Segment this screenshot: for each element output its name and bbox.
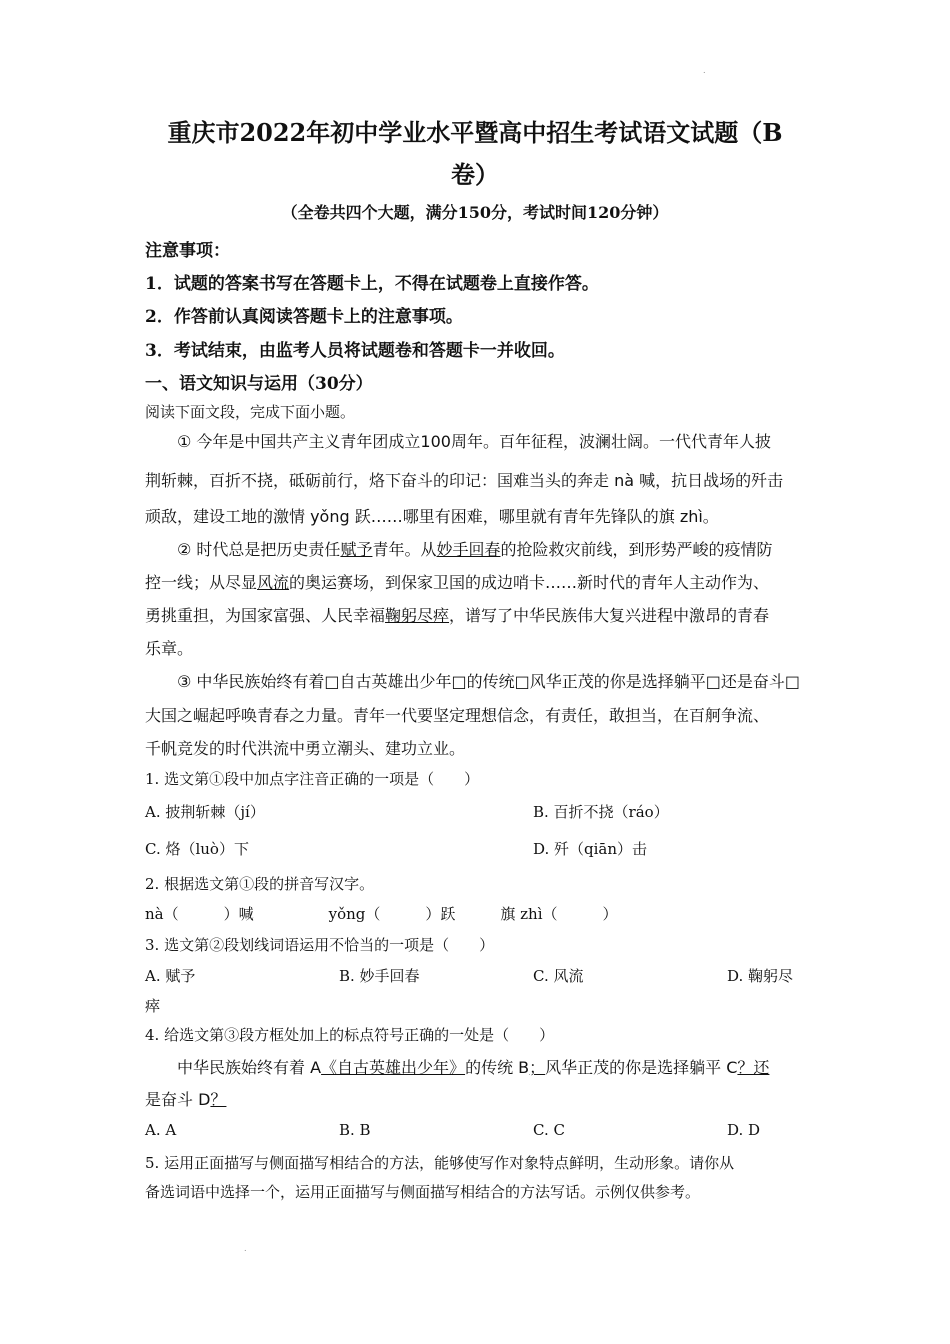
notice-item: 1．试题的答案书写在答题卡上，不得在试题卷上直接作答。: [145, 274, 599, 294]
notice-item: 2．作答前认真阅读答题卡上的注意事项。: [145, 307, 463, 327]
corner-mark: .: [703, 66, 706, 75]
q1-option-b[interactable]: B. 百折不挠（ráo）: [533, 803, 669, 821]
q4-option-a[interactable]: A. A: [145, 1121, 177, 1139]
q4-sentence-line: 中华民族始终有着 A《自古英雄出少年》的传统 B；风华正茂的你是选择躺平 C？还: [177, 1058, 770, 1077]
q1-option-d[interactable]: D. 歼（qiān）击: [533, 840, 648, 858]
underlined-term: 赋予: [340, 540, 373, 559]
exam-info: （全卷共四个大题，满分150分，考试时间120分钟）: [281, 203, 669, 222]
q3-option-d[interactable]: D. 鞠躬尽: [727, 967, 794, 985]
question-4-stem: 4. 给选文第③段方框处加上的标点符号正确的一处是（ ）: [145, 1026, 555, 1044]
footer-mark: .: [244, 1244, 247, 1253]
q3-option-b[interactable]: B. 妙手回春: [339, 967, 420, 985]
question-5-stem-line: 5. 运用正面描写与侧面描写相结合的方法，能够使写作对象特点鲜明，生动形象。请你从: [145, 1154, 735, 1172]
passage-p3-line: 千帆竞发的时代洪流中勇立潮头、建功立业。: [145, 739, 466, 758]
notice-item: 3．考试结束，由监考人员将试题卷和答题卡一并收回。: [145, 341, 565, 361]
marked-punctuation: ？还: [737, 1058, 770, 1077]
passage-p1-line: ① 今年是中国共产主义青年团成立100周年。百年征程，波澜壮阔。一代代青年人披: [177, 432, 771, 451]
passage-p3-line: 大国之崛起呼唤青春之力量。青年一代要坚定理想信念，有责任，敢担当，在百舸争流、: [145, 706, 770, 725]
marked-punctuation: ；: [529, 1058, 546, 1077]
passage-p2-line: 乐章。: [145, 639, 194, 658]
underlined-term: 妙手回春: [436, 540, 501, 559]
q1-option-c[interactable]: C. 烙（luò）下: [145, 840, 249, 858]
passage-p2-line: 勇挑重担，为国家富强、人民幸福鞠躬尽瘁，谱写了中华民族伟大复兴进程中激昂的青春: [145, 606, 770, 625]
passage-p1-line: 荆斩棘，百折不挠，砥砺前行，烙下奋斗的印记：国难当头的奔走 nà 喊，抗日战场的歼击: [145, 471, 784, 490]
q3-option-c[interactable]: C. 风流: [533, 967, 584, 985]
passage-p2-line: ② 时代总是把历史责任赋予青年。从妙手回春的抢险救灾前线，到形势严峻的疫情防: [177, 540, 773, 559]
underlined-term: 风流: [257, 573, 290, 592]
q3-option-a[interactable]: A. 赋予: [145, 967, 196, 985]
q4-option-b[interactable]: B. B: [339, 1121, 371, 1139]
question-2-stem: 2. 根据选文第①段的拼音写汉字。: [145, 875, 375, 893]
passage-p2-line: 控一线；从尽显风流的奥运赛场，到保家卫国的成边哨卡……新时代的青年人主动作为、: [145, 573, 770, 592]
page-title: [140, 112, 810, 196]
q4-option-c[interactable]: C. C: [533, 1121, 565, 1139]
passage-p3-line: ③ 中华民族始终有着□自古英雄出少年□的传统□风华正茂的你是选择躺平□还是奋斗□: [177, 672, 801, 691]
marked-punctuation: 《自古英雄出少年》: [321, 1058, 466, 1077]
q2-blanks[interactable]: nà（ ）喊 yǒng（ ）跃 旗 zhì（ ）: [145, 905, 618, 923]
passage-p1-line: 顽敌，建设工地的激情 yǒng 跃……哪里有困难，哪里就有青年先锋队的旗 zhì。: [145, 507, 719, 526]
question-1-stem: 1. 选文第①段中加点字注音正确的一项是（ ）: [145, 770, 480, 788]
q1-option-a[interactable]: A. 披荆斩棘（jí）: [145, 803, 265, 821]
underlined-term: 鞠躬尽瘁: [385, 606, 450, 625]
notice-heading: 注意事项：: [145, 241, 230, 261]
q4-option-d[interactable]: D. D: [727, 1121, 761, 1139]
question-5-stem-line: 备选词语中选择一个，运用正面描写与侧面描写相结合的方法写话。示例仅供参考。: [145, 1183, 701, 1201]
q4-sentence-line: 是奋斗 D？: [145, 1090, 227, 1109]
title-line-1: 重庆市2022年初中学业水平暨高中招生考试语文试题（B: [167, 118, 783, 147]
q3-option-d-continued: 瘁: [145, 997, 161, 1015]
reading-instruction: 阅读下面文段，完成下面小题。: [145, 403, 356, 421]
marked-punctuation: ？: [210, 1090, 227, 1109]
question-3-stem: 3. 选文第②段划线词语运用不恰当的一项是（ ）: [145, 936, 495, 954]
title-line-2: 卷）: [451, 160, 499, 189]
section-heading: 一、语文知识与运用（30分）: [145, 374, 373, 394]
